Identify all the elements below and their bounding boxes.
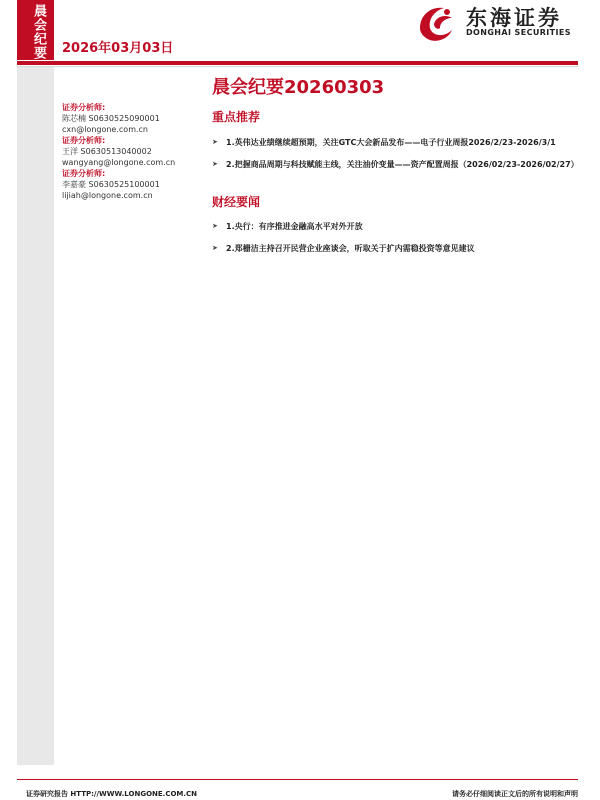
analyst-name-id: 李嘉豪 S0630525100001 — [62, 180, 160, 189]
company-logo — [414, 0, 584, 44]
analyst-name-id: 陈芯楠 S0630525090001 — [62, 114, 160, 123]
analyst-entry — [62, 168, 212, 201]
footer-rule — [17, 779, 578, 780]
bullet-arrow-icon: ➤ — [212, 160, 218, 168]
analyst-list — [62, 102, 212, 201]
analyst-label: 证券分析师: — [62, 169, 106, 178]
header-rule-thin — [17, 66, 578, 67]
report-date: 2026年03月03日 — [62, 41, 174, 56]
analyst-entry — [62, 102, 212, 135]
footer-left-text[interactable]: 证券研究报告 HTTP://WWW.LONGONE.COM.CN — [26, 790, 198, 798]
news-item[interactable] — [212, 242, 582, 255]
footer-disclaimer: 请务必仔细阅读正文后的所有说明和声明 — [452, 790, 578, 798]
recommendation-item[interactable] — [212, 158, 582, 171]
bullet-arrow-icon: ➤ — [212, 222, 218, 230]
report-type-tab — [17, 0, 54, 60]
news-item-text: 1.央行：有序推进金融高水平对外开放 — [226, 222, 363, 231]
news-item-text: 2.郑栅洁主持召开民营企业座谈会，听取关于扩内需稳投资等意见建议 — [226, 244, 475, 253]
analyst-name-id: 王洋 S0630513040002 — [62, 147, 152, 156]
logo-text-cn: 东海证券 — [466, 6, 562, 30]
analyst-email[interactable]: wangyang@longone.com.cn — [62, 158, 176, 167]
page-title: 晨会纪要20260303 — [212, 77, 385, 98]
analyst-label: 证券分析师: — [62, 103, 106, 112]
donghai-logo-icon — [414, 0, 460, 44]
recommendation-item-text: 1.英伟达业绩继续超预期，关注GTC大会新品发布——电子行业周报2026/2/23-2026/3/1 — [226, 138, 556, 147]
news-item[interactable] — [212, 220, 582, 233]
analyst-label: 证券分析师: — [62, 136, 106, 145]
analyst-email[interactable]: lijiah@longone.com.cn — [62, 191, 153, 200]
left-sidebar — [17, 67, 54, 765]
report-type-label: 晨会纪要 — [31, 4, 46, 60]
analyst-entry — [62, 135, 212, 168]
section-title-financial-news: 财经要闻 — [212, 195, 261, 209]
bullet-arrow-icon: ➤ — [212, 138, 218, 146]
section-title-key-recommendations: 重点推荐 — [212, 110, 261, 124]
recommendation-item-text: 2.把握商品周期与科技赋能主线，关注油价变量——资产配置周报（2026/02/23-2026/02/27） — [226, 160, 579, 169]
analyst-email[interactable]: cxn@longone.com.cn — [62, 125, 148, 134]
bullet-arrow-icon: ➤ — [212, 244, 218, 252]
logo-text-en: DONGHAI SECURITIES — [466, 28, 571, 37]
recommendation-item[interactable] — [212, 136, 582, 149]
header-rule — [17, 61, 578, 65]
